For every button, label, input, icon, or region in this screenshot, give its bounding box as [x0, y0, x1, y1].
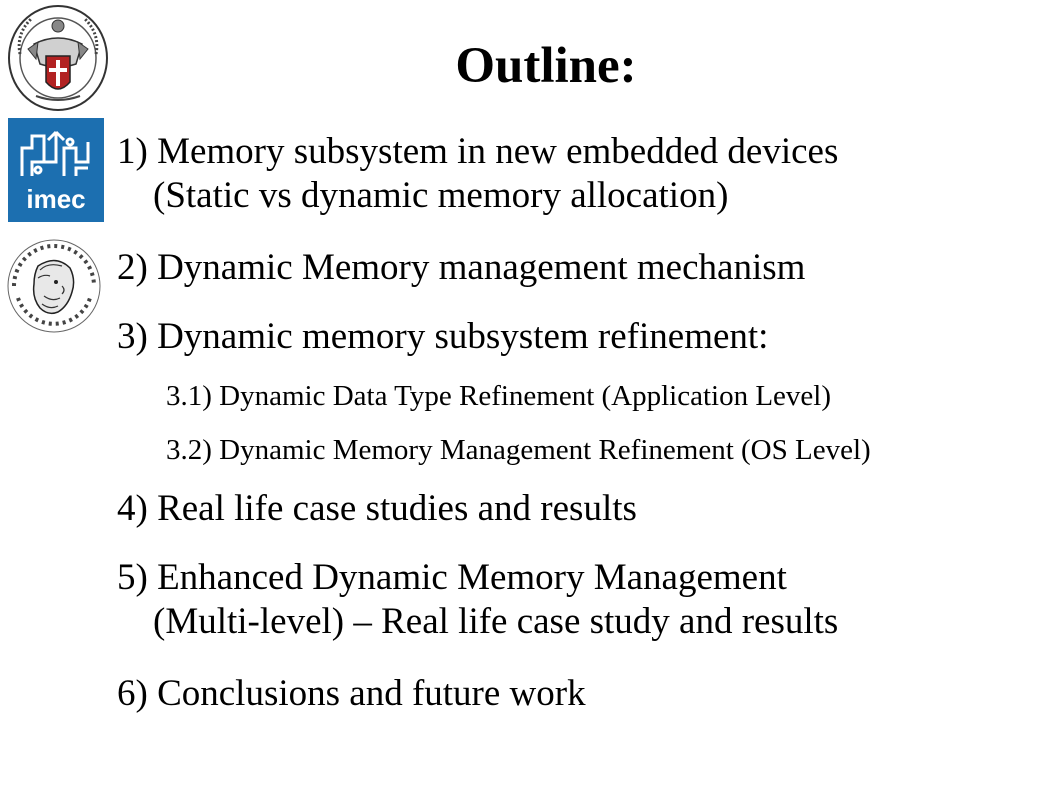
outline-subitem-3-2: 3.2) Dynamic Memory Management Refinement (OS Level)	[166, 434, 871, 466]
outline-item-4-line1: 4) Real life case studies and results	[117, 488, 637, 529]
greek-university-seal-logo	[4, 236, 104, 334]
outline-item-5	[117, 556, 838, 644]
imec-logo	[8, 118, 104, 222]
outline-item-3-line1: 3) Dynamic memory subsystem refinement:	[117, 316, 769, 357]
outline-item-6-line1: 6) Conclusions and future work	[117, 673, 586, 714]
outline-item-1-line1: 1) Memory subsystem in new embedded devices	[117, 131, 839, 172]
outline-item-1-line2: (Static vs dynamic memory allocation)	[153, 175, 729, 216]
outline-subitem-3-1: 3.1) Dynamic Data Type Refinement (Application Level)	[166, 380, 832, 412]
outline-item-2	[117, 246, 805, 290]
outline-item-3	[117, 315, 768, 359]
outline-item-2-line1: 2) Dynamic Memory management mechanism	[117, 247, 806, 288]
outline-item-5-line2: (Multi-level) – Real life case study and results	[153, 601, 839, 642]
outline-item-5-line1: 5) Enhanced Dynamic Memory Management	[117, 557, 787, 598]
outline-item-4	[117, 487, 637, 531]
outline-item-6	[117, 672, 586, 716]
outline-item-1	[117, 130, 838, 218]
slide-title: Outline:	[455, 38, 637, 94]
imec-logo-text: imec	[26, 184, 86, 214]
imec-logo-graphic	[8, 118, 104, 222]
